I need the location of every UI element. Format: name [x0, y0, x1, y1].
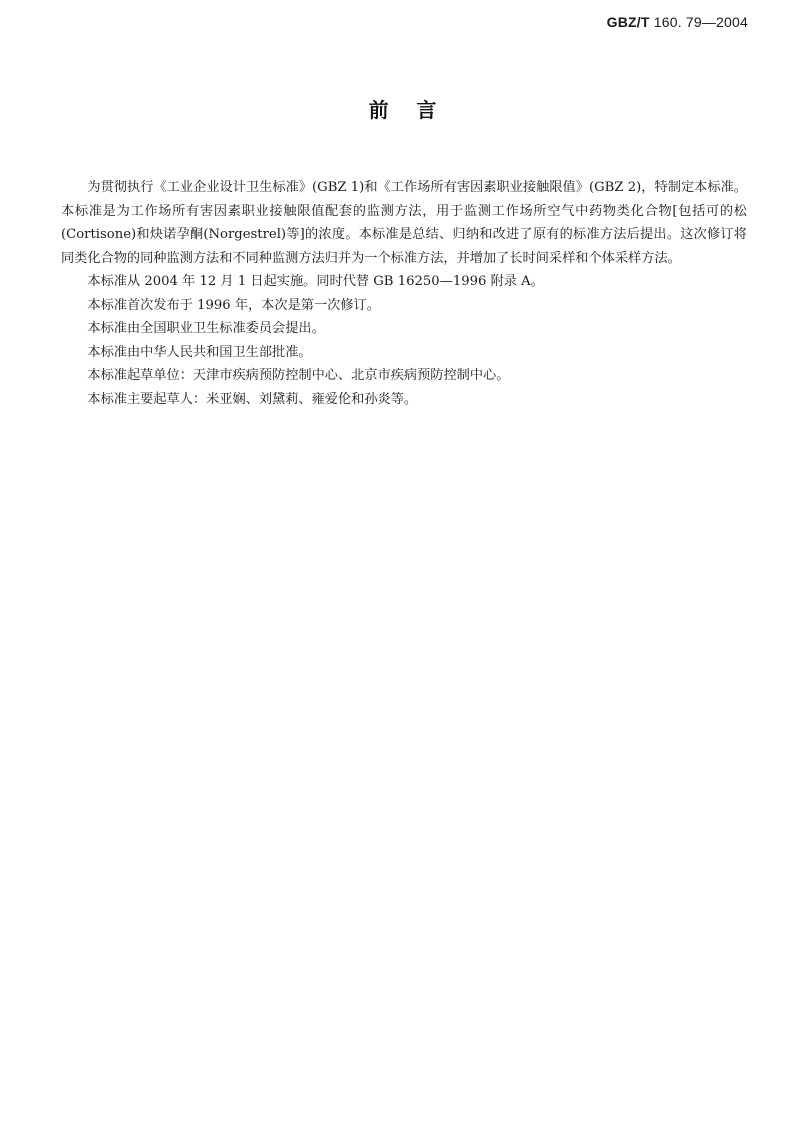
standard-prefix: GBZ/T [606, 14, 650, 30]
paragraph-approved-by: 本标准由中华人民共和国卫生部批准。 [87, 344, 312, 360]
standard-number: 160. 79—2004 [653, 14, 748, 30]
page-title: 前 言 [368, 98, 437, 122]
standard-code [607, 14, 748, 30]
paragraph-drafters: 本标准主要起草人：米亚娴、刘黛莉、雍爱伦和孙炎等。 [87, 391, 418, 407]
paragraph-proposed-by: 本标准由全国职业卫生标准委员会提出。 [87, 321, 325, 336]
foreword-body [61, 176, 747, 411]
paragraph-effective-date: 本标准从 2004 年 12 月 1 日起实施。同时代替 GB 16250—1996 附录 A。 [87, 274, 544, 289]
paragraph-purpose: 为贯彻执行《工业企业设计卫生标准》(GBZ 1)和《工作场所有害因素职业接触限值》(GBZ 2)，特制定本标准。本标准是为工作场所有害因素职业接触限值配套的监测方法，用于监测工作场所空气中药物类化合物[包括可的松(Cortisone)和炔诺孕酮(Norgestrel)等]的浓度。本标准是总结、归纳和改进了原有的标准方法后提出。这次修订将同类化合物的同种监测方法和不同种监测方法归并为一个标准方法，并增加了长时间采样和个体采样方法。 [61, 180, 747, 266]
paragraph-first-release: 本标准首次发布于 1996 年，本次是第一次修订。 [87, 297, 380, 313]
paragraph-drafting-units: 本标准起草单位：天津市疾病预防控制中心、北京市疾病预防控制中心。 [87, 368, 510, 383]
